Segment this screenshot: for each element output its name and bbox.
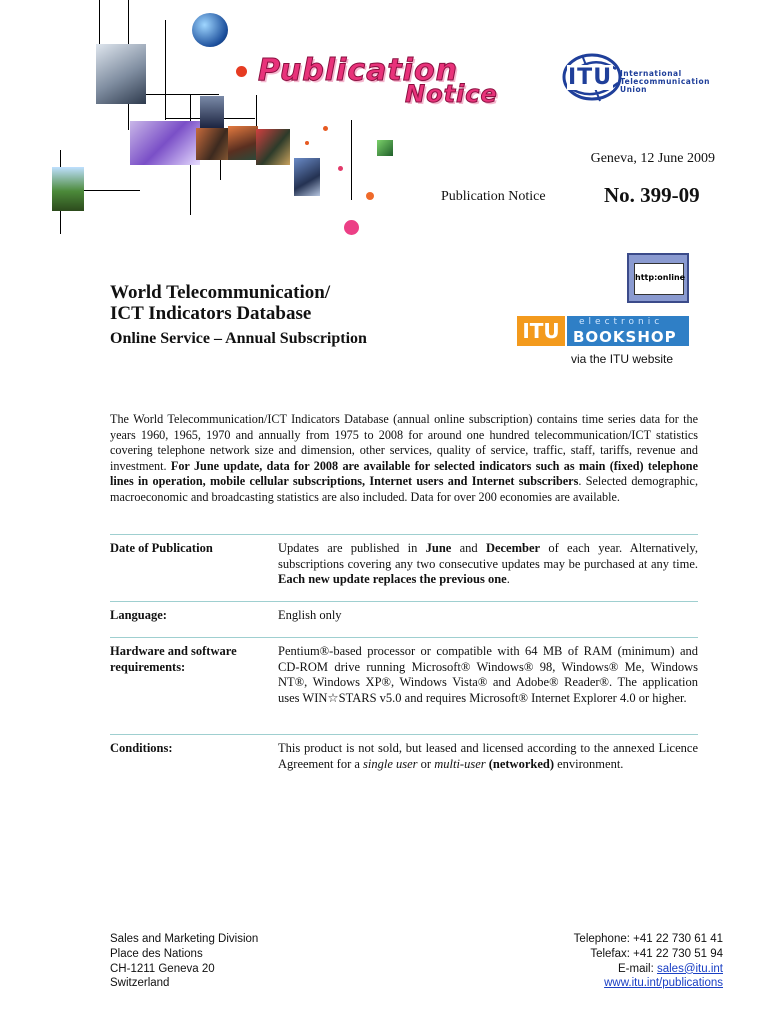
separator <box>110 601 698 602</box>
decor-dot <box>236 66 247 77</box>
page-subtitle: Online Service – Annual Subscription <box>110 330 367 347</box>
intro-paragraph <box>110 412 698 505</box>
hardware-value: Pentium®-based processor or compatible with 64 MB of RAM (minimum) and CD-ROM drive running Microsoft® Windows® 98, Windows® Me, Windows NT®, Windows XP®, Windows Vista® and Adobe® Reader®. The application uses WIN☆STARS v5.0 and requires Microsoft® Internet Explorer 4.0 or higher. <box>278 644 698 705</box>
language-label: Language: <box>110 608 167 622</box>
decor-dot <box>323 126 328 131</box>
language-value: English only <box>278 608 342 622</box>
photo-keyboard <box>130 121 200 165</box>
photo-workers <box>294 158 320 196</box>
intro-text-2: . Selected demographic, macroeconomic and broadcasting statistics are also included. Data for over 200 economies are available. <box>110 474 699 504</box>
banner-notice: Notice <box>405 80 498 108</box>
itu-name-line2: Telecommunication <box>620 77 710 86</box>
photo-phone <box>200 96 224 128</box>
intro-text-1: The World Telecommunication/ICT Indicators Database (annual online subscription) contains time series data for the years 1960, 1965, 1970 and annually from 1975 to 2008 for around one hundred telecommunication/ICT statistics covering telephone network size and dimension, other services, quality of service, traffic, staff, tariffs, revenue and investment. <box>110 412 698 473</box>
footer-telefax: Telefax: +41 22 730 51 94 <box>590 947 723 960</box>
decor-dot <box>344 220 359 235</box>
photo-crowd <box>256 129 290 165</box>
itu-logo <box>560 45 730 115</box>
photo-small-icon <box>377 140 393 156</box>
itu-bookshop-logo[interactable] <box>517 316 689 346</box>
footer-telephone: Telephone: +41 22 730 61 41 <box>573 933 723 945</box>
separator <box>110 637 698 638</box>
notice-date: Geneva, 12 June 2009 <box>590 151 715 166</box>
photo-people-2 <box>228 126 258 160</box>
conditions-label: Conditions: <box>110 741 173 755</box>
page-title <box>110 282 330 324</box>
bookshop-word: BOOKSHOP <box>573 328 677 346</box>
footer-place: Place des Nations <box>110 947 203 960</box>
notice-number: No. 399-09 <box>604 183 700 207</box>
footer-email-label: E-mail: <box>618 962 657 975</box>
footer-city: CH-1211 Geneva 20 <box>110 962 215 975</box>
decor-dot <box>305 141 309 145</box>
decor-dot <box>366 192 374 200</box>
photo-satellite-dish <box>96 44 146 104</box>
photo-people-1 <box>196 128 230 160</box>
footer-email-row <box>574 962 723 977</box>
footer-country: Switzerland <box>110 977 170 990</box>
http-online-icon <box>627 253 689 303</box>
footer-address <box>110 932 258 991</box>
page-title-line2: ICT Indicators Database <box>110 303 312 324</box>
intro-bold: For June update, data for 2008 are available for selected indicators such as main (fixed) telephone lines in operation, mobile cellular subscriptions, Internet users and Internet subscribers <box>110 458 698 488</box>
itu-name-line1: International <box>620 69 682 78</box>
page-title-line1: World Telecommunication/ <box>110 282 331 303</box>
notice-label: Publication Notice <box>441 189 546 204</box>
conditions-value: This product is not sold, but leased and licensed according to the annexed Licence Agreement for a single user or multi-user (networked) environment. <box>278 741 698 771</box>
bookshop-electronic: electronic <box>579 317 664 327</box>
date-of-publication-label: Date of Publication <box>110 541 213 555</box>
photo-landscape <box>52 167 84 211</box>
website-link[interactable]: www.itu.int/publications <box>604 977 723 990</box>
banner-publication: Publication <box>258 53 458 88</box>
decor-dot <box>338 166 343 171</box>
itu-name-line3: Union <box>620 85 647 94</box>
photo-globe <box>192 13 228 47</box>
email-link[interactable]: sales@itu.int <box>656 962 723 975</box>
http-online-label: http:online <box>635 273 686 282</box>
bookshop-caption: via the ITU website <box>571 352 674 366</box>
footer-division: Sales and Marketing Division <box>110 933 259 945</box>
footer-contact <box>574 932 723 991</box>
itu-logo-letters: ITU <box>568 65 613 90</box>
bookshop-itu-letters: ITU <box>517 316 565 346</box>
hardware-label: Hardware and software requirements: <box>110 644 237 674</box>
date-of-publication-value: Updates are published in June and December of each year. Alternatively, subscriptions covering any two consecutive updates may be purchased at any time. Each new update replaces the previous one. <box>278 541 698 586</box>
separator <box>110 534 698 535</box>
separator <box>110 734 698 735</box>
